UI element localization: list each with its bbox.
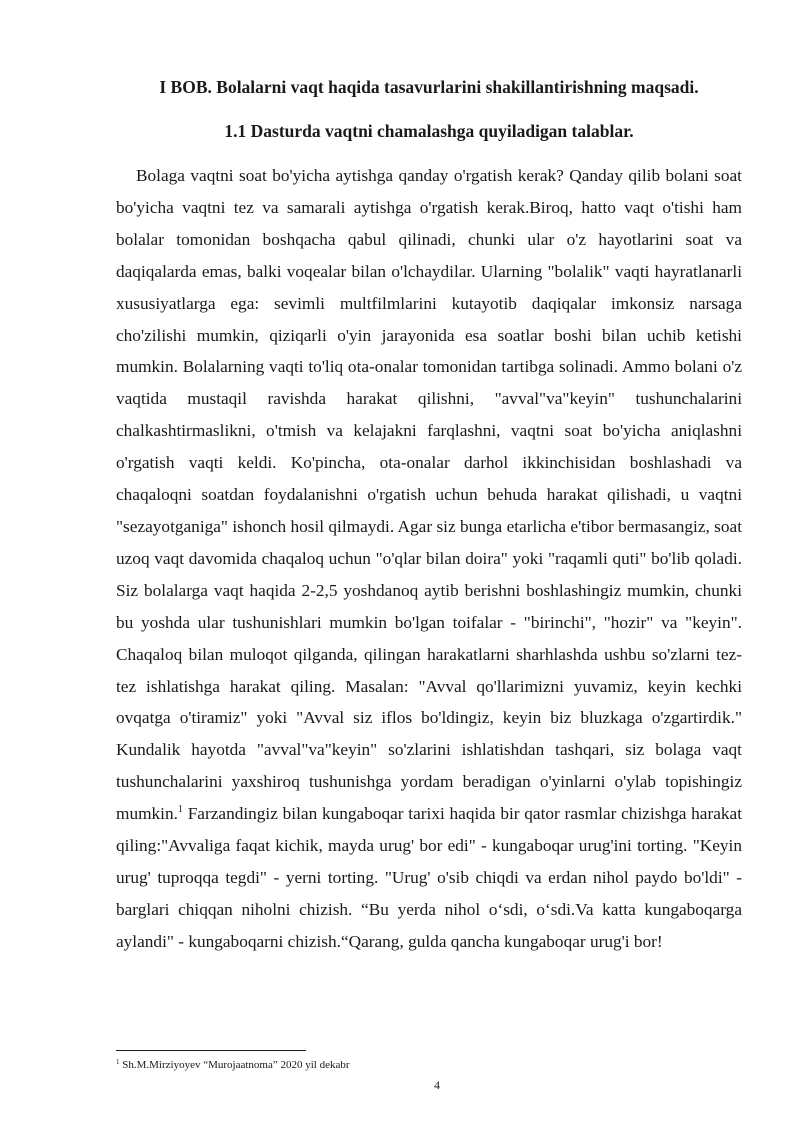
footnote-text: Sh.M.Mirziyoyev “Murojaatnoma” 2020 yil dekabr bbox=[119, 1059, 350, 1071]
page-number: 4 bbox=[434, 1078, 440, 1092]
body-paragraph bbox=[116, 160, 742, 958]
footnote-marker: 1 bbox=[116, 1058, 120, 1066]
chapter-title: I BOB. Bolalarni vaqt haqida tasavurlarini shakillantirishning maqsadi. bbox=[159, 77, 699, 97]
paragraph-text-part2: Farzandingiz bilan kungaboqar tarixi haqida bir qator rasmlar chizishga harakat qiling:"Avvaliga faqat kichik, mayda urug' bor edi" - kungaboqar urug'ini torting. "Keyin urug' tuproqqa tegdi" - yerni torting. "Urug' o'sib chiqdi va erdan nihol paydo bo'ldi" - barglari chiqqan niholni chizish. “Bu yerda nihol o‘sdi, o‘sdi.Va katta kungaboqarga aylandi" - kungaboqarni chizish.“Qarang, gulda qancha kungaboqar urug'i bor! bbox=[116, 804, 742, 951]
footnote-reference[interactable]: 1 bbox=[177, 804, 183, 816]
footnote bbox=[116, 1058, 350, 1072]
footnote-separator bbox=[116, 1050, 306, 1051]
section-title: 1.1 Dasturda vaqtni chamalashga quyiladigan talablar. bbox=[224, 121, 634, 141]
paragraph-text-part1: Bolaga vaqtni soat bo'yicha aytishga qanday o'rgatish kerak? Qanday qilib bolani soat bo'yicha vaqtni tez va samarali aytishga o'rgatish kerak.Biroq, hatto vaqt o'tishi ham bolalar tomonidan boshqacha qabul qilinadi, chunki ular o'z hayotlarini soat va daqiqalarda emas, balki voqealar bilan o'lchaydilar. Ularning "bolalik" vaqti hayratlanarli xususiyatlarga ega: sevimli multfilmlarini kutayotib daqiqalar imkonsiz narsaga cho'zilishi mumkin, qiziqarli o'yin jarayonida esa soatlar boshi bilan uchib ketishi mumkin. Bolalarning vaqti to'liq ota-onalar tomonidan tartibga solinadi. Ammo bolani o'z vaqtida mustaqil ravishda harakat qilishni, "avval"va"keyin" tushunchalarini chalkashtirmaslikni, o'tmish va kelajakni farqlashni, vaqtni soat bo'yicha aniqlashni o'rgatish vaqti keldi. Ko'pincha, ota-onalar darhol ikkinchisidan boshlashadi va chaqaloqni soatdan foydalanishni o'rgatish uchun behuda harakat qilishadi, u vaqtni "sezayotganiga" ishonch hosil qilmaydi. Agar siz bunga etarlicha e'tibor bermasangiz, soat uzoq vaqt davomida chaqaloq uchun "o'qlar bilan doira" yoki "raqamli quti" bo'lib qoladi. Siz bolalarga vaqt haqida 2-2,5 yoshdanoq aytib berishni boshlashingiz mumkin, chunki bu yoshda ular tushunishlari mumkin bo'lgan toifalar - "birinchi", "hozir" va "keyin". Chaqaloq bilan muloqot qilganda, qilingan harakatlarni sharhlashda ushbu so'zlarni tez-tez ishlatishga harakat qiling. Masalan: "Avval qo'llarimizni yuvamiz, keyin kechki ovqatga o'tiramiz" yoki "Avval siz iflos bo'ldingiz, keyin biz bluzkaga o'zgartirdik." Kundalik hayotda "avval"va"keyin" so'zlarini ishlatishdan tashqari, siz bolaga vaqt tushunchalarini yaxshiroq tushunishga yordam beradigan o'yinlarni o'ylab topishingiz mumkin. bbox=[116, 166, 742, 824]
document-page bbox=[116, 0, 742, 1131]
